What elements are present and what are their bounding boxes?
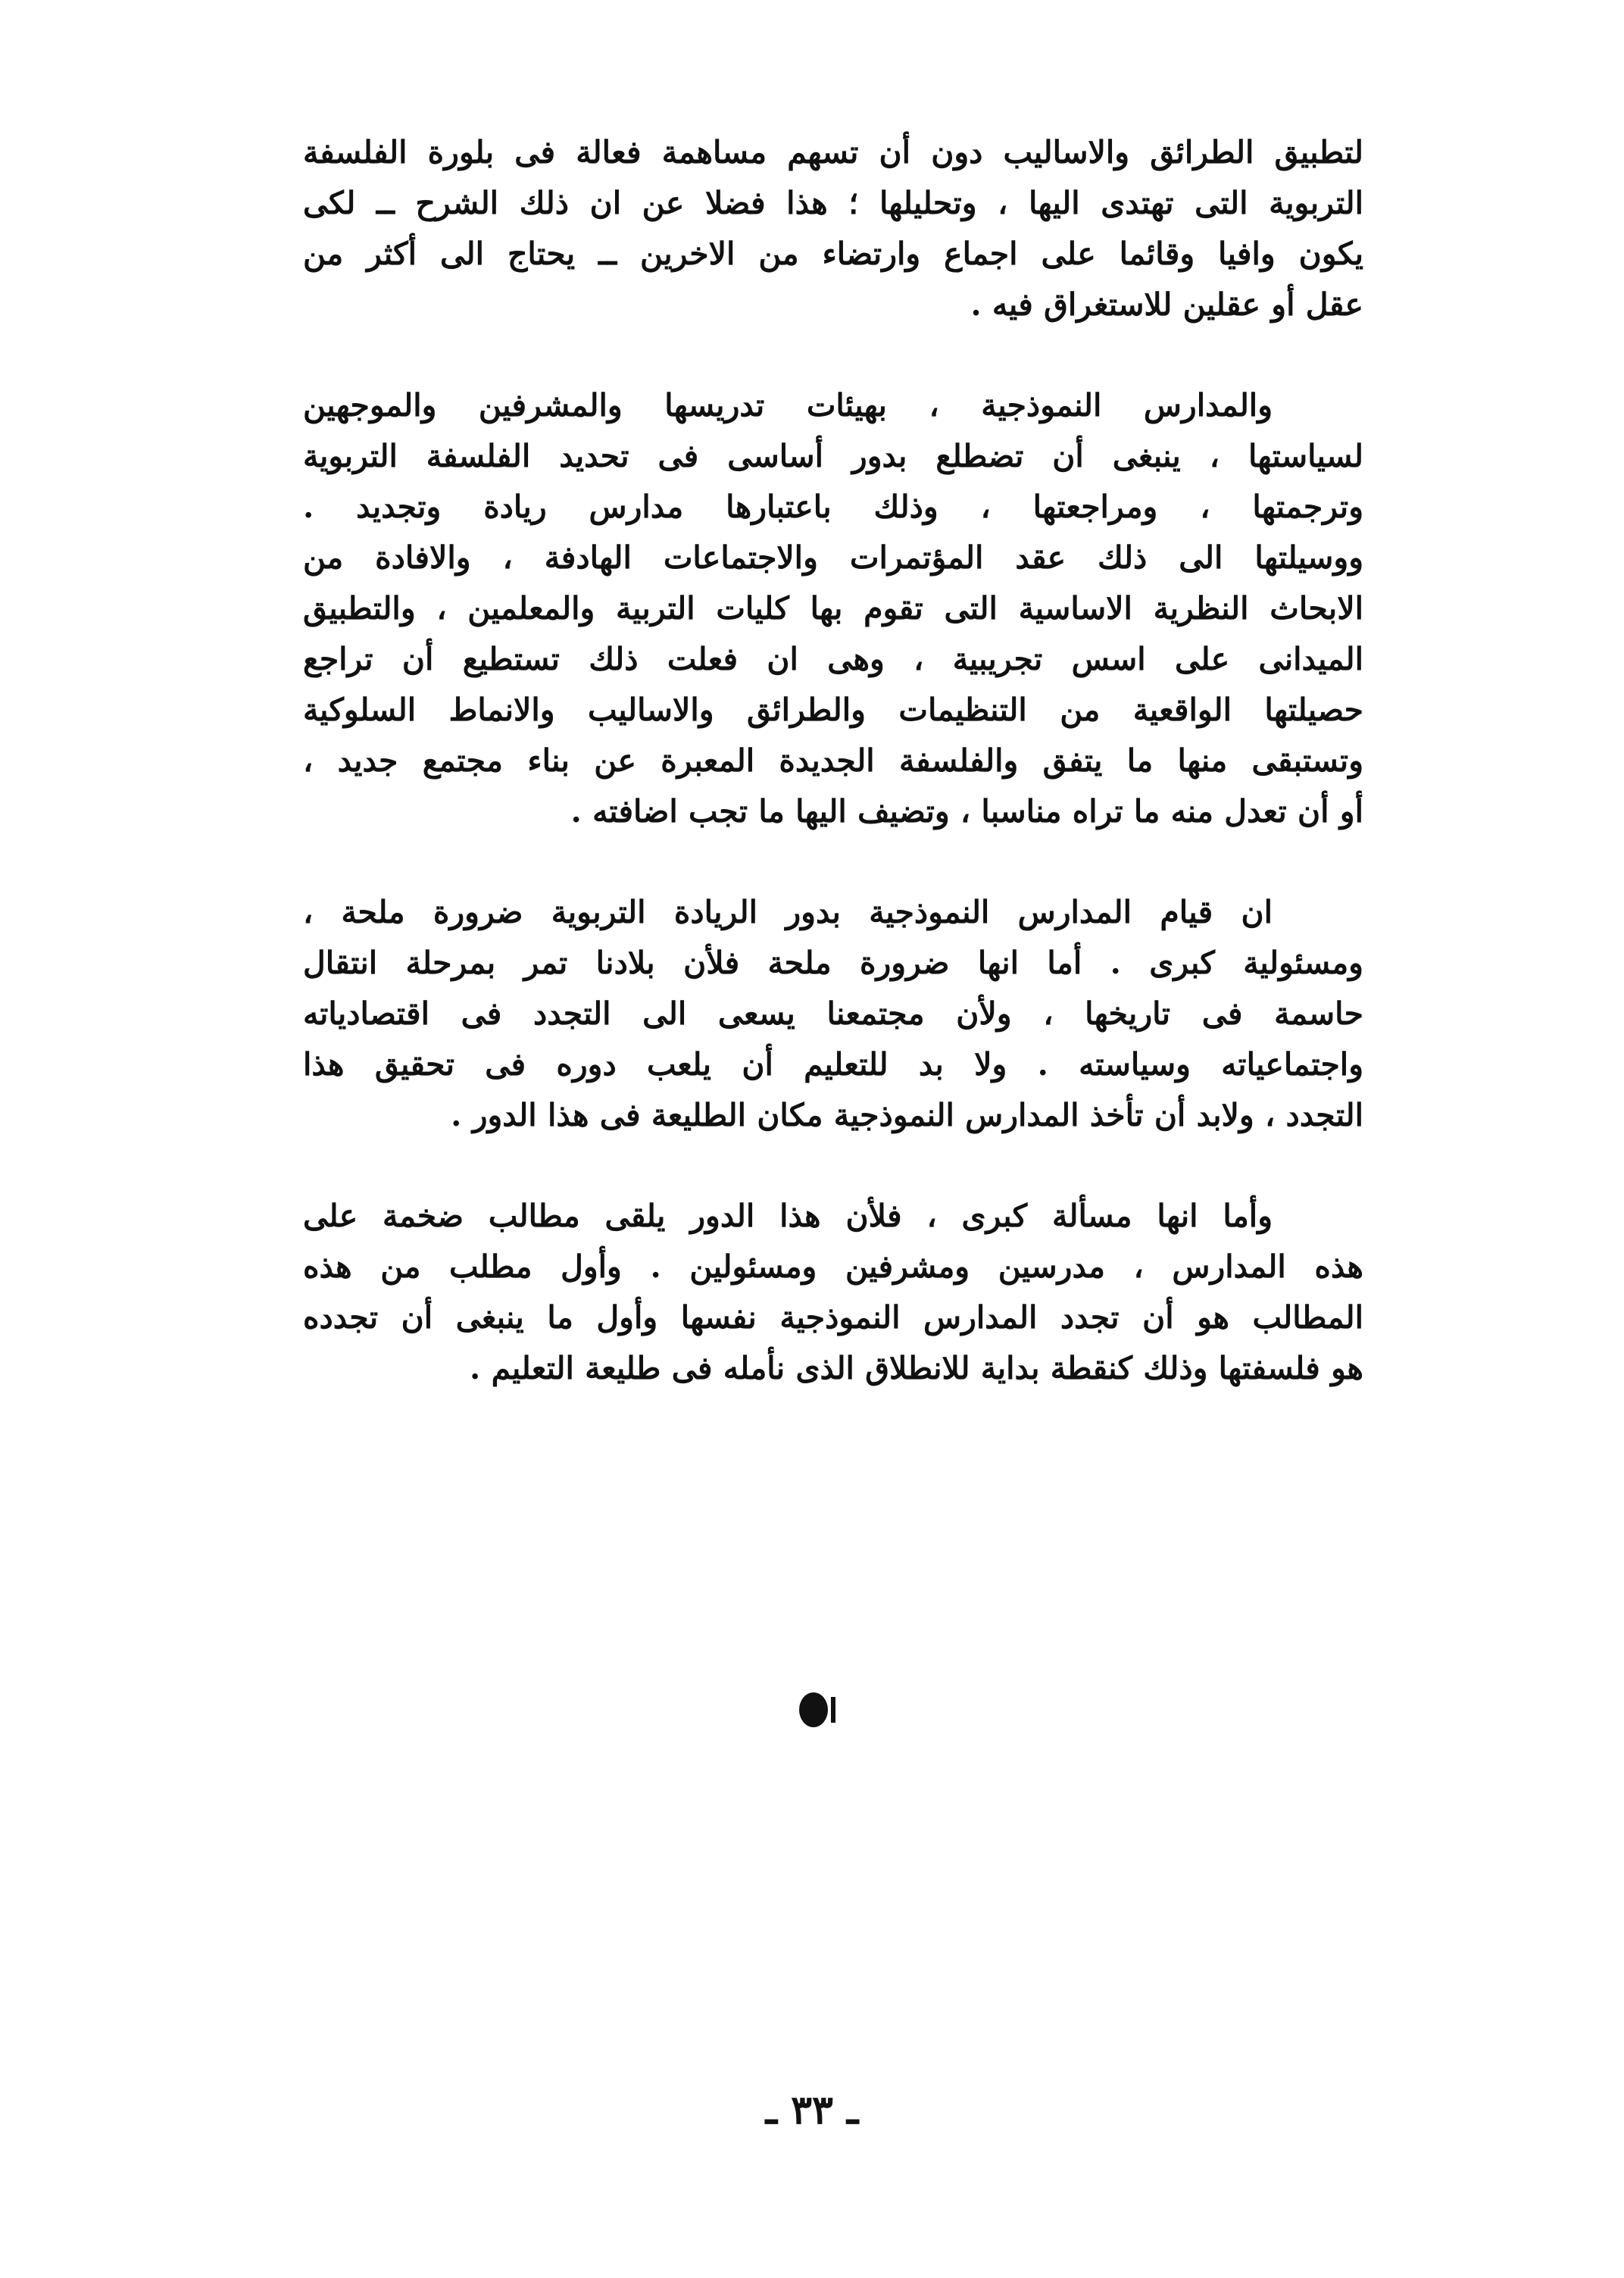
text-line: واجتماعياته وسياسته . ولا بد للتعليم أن يلعب دوره فى تحقيق هذا [303, 1046, 1363, 1083]
text-line: ووسيلتها الى ذلك عقد المؤتمرات والاجتماعات الهادفة ، والافادة من [303, 539, 1363, 576]
text-line: المطالب هو أن تجدد المدارس النموذجية نفسها وأول ما ينبغى أن تجدده [303, 1299, 1363, 1336]
text-line: والمدارس النموذجية ، بهيئات تدريسها والمشرفين والموجهين [303, 387, 1273, 423]
text-line: الميدانى على اسس تجريبية ، وهى ان فعلت ذلك تستطيع أن تراجع [303, 641, 1363, 677]
text-line: حصيلتها الواقعية من التنظيمات والطرائق والاساليب والانماط السلوكية [303, 692, 1363, 728]
body-text [303, 127, 1363, 1444]
text-line: عقل أو عقلين للاستغراق فيه . [970, 286, 1363, 323]
paragraph-4 [303, 1191, 1363, 1394]
text-line: ومسئولية كبرى . أما انها ضرورة ملحة فلأن بلادنا تمر بمرحلة انتقال [303, 945, 1363, 981]
text-line: التربوية التى تهتدى اليها ، وتحليلها ؛ هذا فضلا عن ان ذلك الشرح ــ لكى [303, 185, 1363, 221]
text-line: يكون وافيا وقائما على اجماع وارتضاء من الاخرين ــ يحتاج الى أكثر من [303, 236, 1363, 272]
text-line: وأما انها مسألة كبرى ، فلأن هذا الدور يلقى مطالب ضخمة على [303, 1198, 1273, 1234]
text-line: لتطبيق الطرائق والاساليب دون أن تسهم مساهمة فعالة فى بلورة الفلسفة [303, 134, 1363, 170]
section-end-ornament [799, 1692, 828, 1727]
page-number: ـ ٣٣ ـ [765, 2087, 859, 2133]
text-line: حاسمة فى تاريخها ، ولأن مجتمعنا يسعى الى التجدد فى اقتصادياته [303, 995, 1363, 1032]
text-line: وترجمتها ، ومراجعتها ، وذلك باعتبارها مدارس ريادة وتجديد . [303, 489, 1363, 525]
text-line: أو أن تعدل منه ما تراه مناسبا ، وتضيف اليها ما تجب اضافته . [570, 793, 1363, 830]
paragraph-1 [303, 127, 1363, 330]
paragraph-2 [303, 380, 1363, 837]
text-line: لسياستها ، ينبغى أن تضطلع بدور أساسى فى تحديد الفلسفة التربوية [303, 438, 1363, 474]
text-line: ان قيام المدارس النموذجية بدور الريادة التربوية ضرورة ملحة ، [303, 894, 1273, 930]
paragraph-3 [303, 887, 1363, 1141]
text-line: هو فلسفتها وذلك كنقطة بداية للانطلاق الذى نأمله فى طليعة التعليم . [470, 1350, 1363, 1386]
text-line: هذه المدارس ، مدرسين ومشرفين ومسئولين . وأول مطلب من هذه [303, 1248, 1363, 1285]
text-line: وتستبقى منها ما يتفق والفلسفة الجديدة المعبرة عن بناء مجتمع جديد ، [303, 742, 1363, 779]
text-line: الابحاث النظرية الاساسية التى تقوم بها كليات التربية والمعلمين ، والتطبيق [303, 590, 1363, 627]
text-line: التجدد ، ولابد أن تأخذ المدارس النموذجية مكان الطليعة فى هذا الدور . [451, 1097, 1363, 1133]
